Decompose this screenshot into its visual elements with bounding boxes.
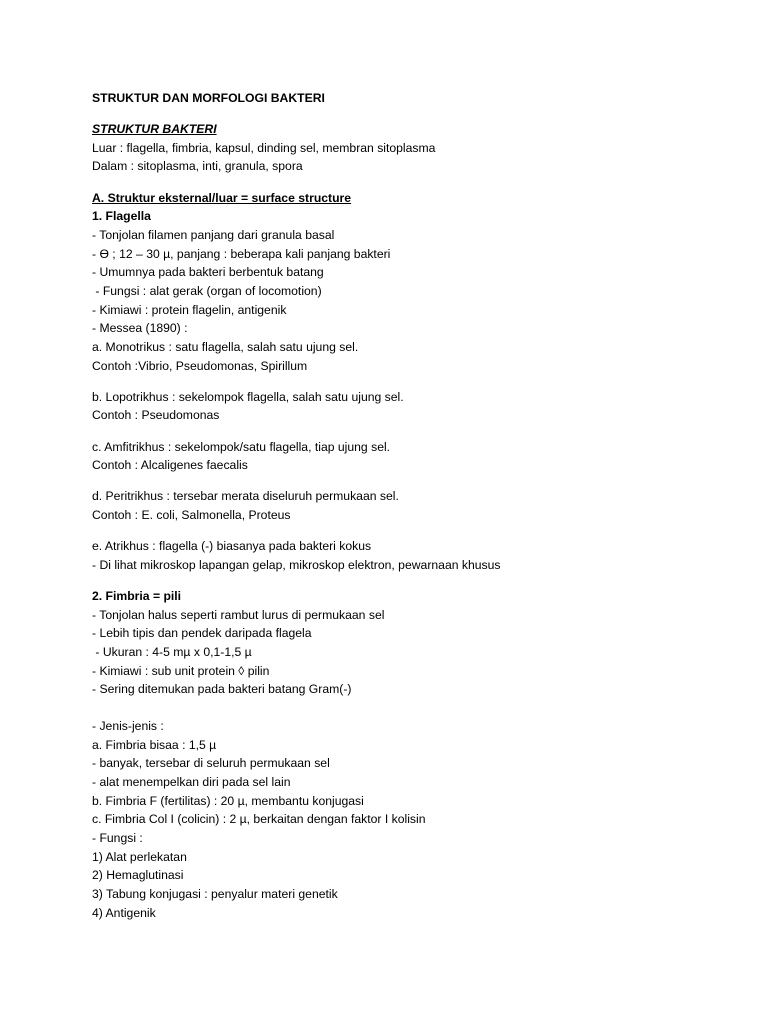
text-line: b. Lopotrikhus : sekelompok flagella, salah satu ujung sel. — [92, 389, 404, 404]
text-line: Contoh : Alcaligenes faecalis — [92, 458, 248, 473]
text-line: - Fungsi : alat gerak (organ of locomotion) — [92, 283, 322, 298]
text-line: - Tonjolan filamen panjang dari granula basal — [92, 227, 335, 242]
text-line: e. Atrikhus : flagella (-) biasanya pada bakteri kokus — [92, 539, 372, 554]
text-line: c. Fimbria Col I (colicin) : 2 µ, berkaitan dengan faktor I kolisin — [92, 812, 426, 827]
section-heading-struktur-bakteri: STRUKTUR BAKTERI — [92, 122, 217, 137]
text-line: - Di lihat mikroskop lapangan gelap, mikroskop elektron, pewarnaan khusus — [92, 557, 501, 572]
text-line: 4) Antigenik — [92, 905, 156, 920]
text-line: Luar : flagella, fimbria, kapsul, dinding sel, membran sitoplasma — [92, 140, 436, 155]
text-line: - Kimiawi : sub unit protein ◊ pilin — [92, 663, 270, 678]
text-line: c. Amfitrikhus : sekelompok/satu flagella, tiap ujung sel. — [92, 439, 391, 454]
text-line: - Umumnya pada bakteri berbentuk batang — [92, 265, 324, 280]
subheading-flagella: 1. Flagella — [92, 209, 151, 224]
text-line: - banyak, tersebar di seluruh permukaan sel — [92, 756, 330, 771]
text-line: d. Peritrikhus : tersebar merata diseluruh permukaan sel. — [92, 489, 399, 504]
text-line: - alat menempelkan diri pada sel lain — [92, 775, 291, 790]
text-line: a. Monotrikus : satu flagella, salah satu ujung sel. — [92, 340, 359, 355]
text-line: - Sering ditemukan pada bakteri batang Gram(-) — [92, 682, 352, 697]
text-line: - Ukuran : 4-5 mµ x 0,1-1,5 µ — [92, 644, 252, 659]
doc-title: STRUKTUR DAN MORFOLOGI BAKTERI — [92, 91, 325, 105]
text-line: 2) Hemaglutinasi — [92, 868, 184, 883]
text-line: 3) Tabung konjugasi : penyalur materi genetik — [92, 887, 338, 902]
section-heading-a: A. Struktur eksternal/luar = surface structure — [92, 190, 352, 205]
text-line: Dalam : sitoplasma, inti, granula, spora — [92, 159, 303, 174]
text-line: - Kimiawi : protein flagelin, antigenik — [92, 302, 287, 317]
subheading-fimbria: 2. Fimbria = pili — [92, 588, 182, 603]
document-page — [92, 89, 742, 923]
text-line: Contoh : E. coli, Salmonella, Proteus — [92, 508, 291, 523]
text-line: - Tonjolan halus seperti rambut lurus di permukaan sel — [92, 607, 385, 622]
text-line: a. Fimbria bisaa : 1,5 µ — [92, 737, 217, 752]
text-line: - Jenis-jenis : — [92, 718, 164, 733]
text-line: - Fungsi : — [92, 831, 143, 846]
text-line: Contoh :Vibrio, Pseudomonas, Spirillum — [92, 358, 308, 373]
text-line: - ϴ ; 12 – 30 µ, panjang : beberapa kali panjang bakteri — [92, 246, 391, 261]
text-line: - Messea (1890) : — [92, 321, 188, 336]
text-line: b. Fimbria F (fertilitas) : 20 µ, membantu konjugasi — [92, 793, 364, 808]
text-line: - Lebih tipis dan pendek daripada flagela — [92, 626, 312, 641]
text-line: Contoh : Pseudomonas — [92, 408, 220, 423]
text-line: 1) Alat perlekatan — [92, 849, 187, 864]
